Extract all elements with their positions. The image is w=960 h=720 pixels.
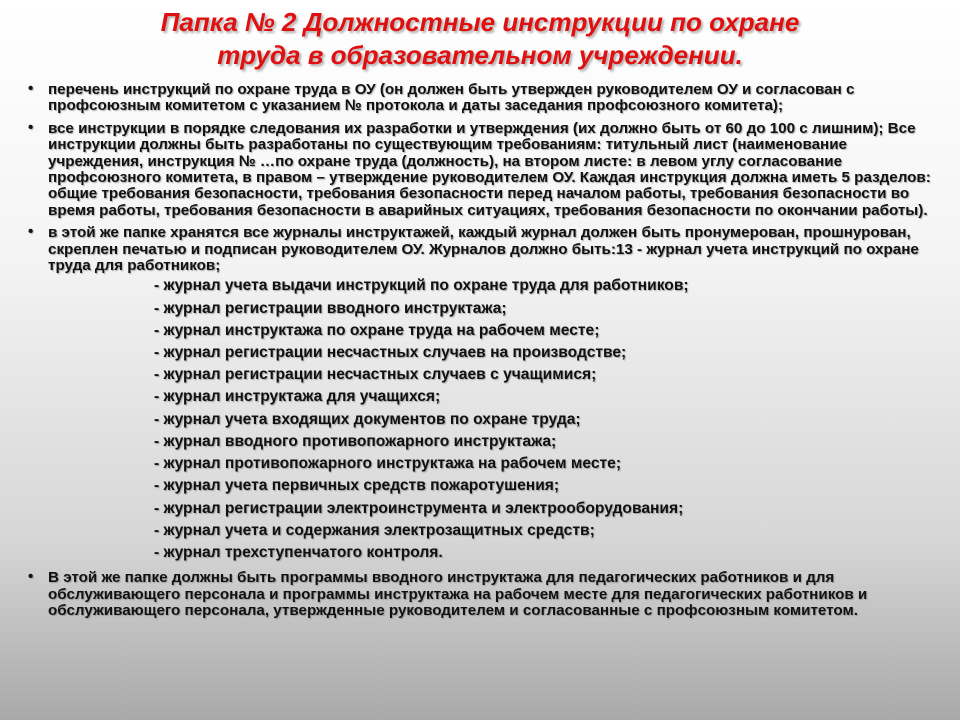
bullet-icon: •	[28, 223, 34, 241]
journal-item: - журнал инструктажа по охране труда на рабочем месте;	[154, 321, 600, 339]
bullet-item	[26, 82, 942, 115]
bullet-text: в этой же папке хранятся все журналы инструктажей, каждый журнал должен быть пронумерован, прошнурован, скреплен печатью и подписан руководителем ОУ. Журналов должно быть:13 - журнал учета инструкций по охране труда для работников;	[48, 224, 919, 275]
journal-item: - журнал учета и содержания электрозащитных средств;	[154, 521, 595, 539]
bullet-icon: •	[28, 118, 34, 136]
bullet-icon: •	[28, 80, 34, 97]
bullet-text: все инструкции в порядке следования их разработки и утверждения (их должно быть от 60 до 100 с лишним); Все инструкции должны быть разработаны по существующим требованиям: титульный лист (наименование учреждения, инструкция № …по охране труда (должность), на втором листе: в левом углу согласование профсоюзного комитета, в правом – утверждение руководителем ОУ. Каждая инструкция должна иметь 5 разделов: общие требования безопасности, требования безопасности перед началом работы, требования безопасности во время работы, требования безопасности в аварийных ситуациях, требования безопасности по окончании работы).	[48, 119, 931, 219]
bullet-text: перечень инструкций по охране труда в ОУ (он должен быть утвержден руководителем ОУ и согласован с профсоюзным комитетом с указанием № протокола и даты заседания профсоюзного комитета);	[48, 81, 855, 115]
journal-item: - журнал вводного противопожарного инструктажа;	[154, 432, 557, 450]
bullet-text: В этой же папке должны быть программы вводного инструктажа для педагогических работников и для обслуживающего персонала и программы инструктажа на рабочем месте для педагогических работников и обслуживающего персонала, утвержденные руководителем и согласованные с профсоюзным комитетом.	[48, 569, 868, 619]
title-line-2: труда в образовательном учреждении.	[217, 40, 743, 70]
journal-list	[48, 275, 942, 564]
journal-item: - журнал учета выдачи инструкций по охране труда для работников;	[154, 277, 689, 295]
journal-item: - журнал регистрации электроинструмента и электрооборудования;	[154, 499, 684, 517]
bullet-item	[26, 118, 942, 219]
journal-item: - журнал регистрации несчастных случаев на производстве;	[154, 344, 627, 362]
journal-item: - журнал инструктажа для учащихся;	[154, 388, 441, 406]
bullet-item	[26, 570, 942, 619]
journal-item: - журнал регистрации несчастных случаев с учащимися;	[154, 366, 597, 384]
content-body	[26, 82, 942, 625]
bullet-icon: •	[28, 568, 34, 586]
journal-item: - журнал учета входящих документов по охране труда;	[154, 410, 581, 428]
title-line-1: Папка № 2 Должностные инструкции по охране	[160, 7, 800, 37]
bullet-item	[26, 225, 942, 564]
journal-item: - журнал трехступенчатого контроля.	[154, 543, 443, 561]
journal-item: - журнал противопожарного инструктажа на рабочем месте;	[154, 455, 622, 473]
journal-item: - журнал учета первичных средств пожаротушения;	[154, 477, 560, 495]
journal-item: - журнал регистрации вводного инструктажа;	[154, 299, 507, 317]
page-title	[0, 6, 960, 72]
